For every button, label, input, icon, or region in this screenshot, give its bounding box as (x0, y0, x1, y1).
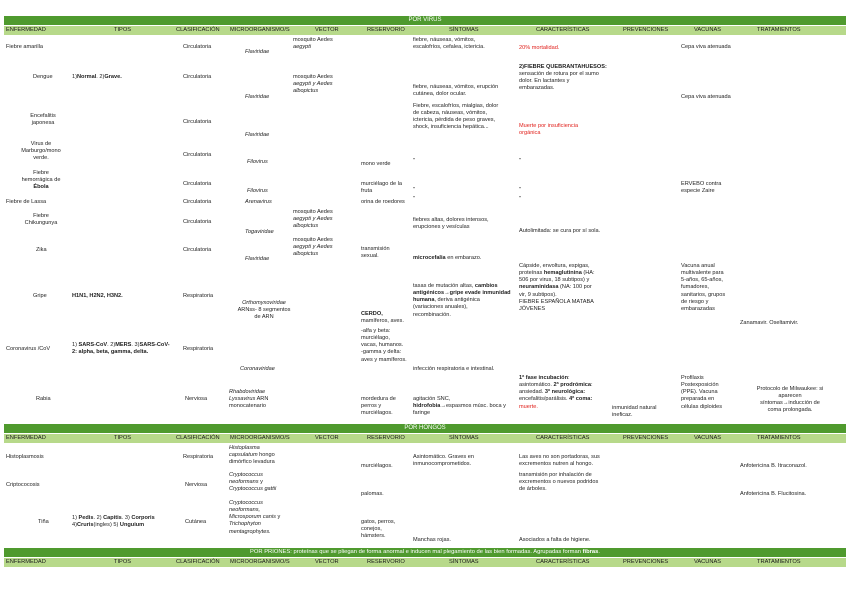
col-tratamientos: TRATAMIENTOS (757, 435, 801, 441)
microorganism: Rhabdoviridae Lyssavirus ARN monocatenario (229, 389, 269, 410)
symptoms: fiebre, náuseas, vómitos, escalofríos, cefalea, ictericia. (413, 37, 485, 51)
symptoms: microcefalia en embarazo. (413, 255, 482, 261)
reservoir: murciélagos. (361, 463, 393, 469)
col-microorganismos: MICROORGANISMO/S (230, 27, 290, 33)
col-enfermedad: ENFERMEDAD (6, 435, 46, 441)
disease-marburgo: Virus de Marburgo/mono verde. (21, 141, 61, 162)
col-sintomas: SÍNTOMAS (449, 27, 479, 33)
disease-histoplasmosis: Histoplasmosis (6, 454, 44, 460)
reservoir: mordedura de perros y murciélagos. (361, 396, 396, 417)
col-prevenciones: PREVENCIONES (623, 27, 669, 33)
section-virus-header: POR VIRUS (4, 16, 846, 25)
reservoir: mono verde (361, 161, 391, 167)
vaccine: ERVEBO contra especie Zaire (681, 181, 722, 195)
microorganism: Flaviridae (245, 49, 270, 55)
types: 1) Pedis. 2) Capitis. 3) Corporis 4)Cruris(ingles) 5) Unguium (72, 515, 155, 529)
column-header-row (4, 434, 846, 443)
types: H1N1, H2N2, H3N2. (72, 293, 123, 299)
classification: Cutánea (185, 519, 207, 525)
col-vector: VECTOR (315, 559, 339, 565)
col-vector: VECTOR (315, 27, 339, 33)
classification: Nerviosa (185, 396, 208, 402)
prevention: inmunidad natural ineficaz. (612, 405, 657, 419)
reservoir: orina de roedores (361, 199, 405, 205)
vector: mosquito Aedes aegypti y Aedes albopictus (293, 209, 333, 230)
col-tipos: TIPOS (114, 559, 132, 565)
symptoms: Manchas rojas. (413, 537, 451, 543)
microorganism: Togaviridae (245, 229, 274, 235)
characteristics: Las aves no son portadoras, sus excrementos nutren al hongo. (519, 454, 600, 468)
col-clasificacion: CLASIFICACIÓN (176, 435, 220, 441)
section-hongos-header: POR HONGOS (4, 424, 846, 433)
column-header-row (4, 558, 846, 567)
col-prevenciones: PREVENCIONES (623, 559, 669, 565)
disease-fiebre-amarilla: Fiebre amarilla (6, 44, 43, 50)
reservoir: transmisión sexual. (361, 246, 390, 260)
characteristics: " (519, 196, 521, 202)
reservoir: CERDO, mamíferos, aves. (361, 311, 404, 325)
col-tipos: TIPOS (114, 27, 132, 33)
microorganism: Flaviridae (245, 132, 270, 138)
disease-chikungunya: Fiebre Chikungunya (24, 213, 58, 227)
microorganism: Histoplasma capsulatum hongo dimórfico levadura (229, 445, 275, 466)
classification: Circulatoria (183, 74, 212, 80)
vector: mosquito Aedes aegypti y Aedes albopictus (293, 74, 333, 95)
col-microorganismos: MICROORGANISMO/S (230, 559, 290, 565)
col-caracteristicas: CARACTERÍSTICAS (536, 435, 590, 441)
treatment: Anfotericina B. Flucitosina. (740, 491, 807, 497)
col-tipos: TIPOS (114, 435, 132, 441)
classification: Respiratoria (183, 346, 214, 352)
disease-coronavirus: Coronavirus /CoV (6, 346, 51, 352)
types: 1)Normal. 2)Grave. (72, 74, 122, 80)
treatment: Anfotericina B. Itraconazol. (740, 463, 807, 469)
characteristics: 20% mortalidad. (519, 45, 560, 51)
disease-ebola: Fiebre hemorrágica de Ébola (21, 170, 61, 191)
classification: Circulatoria (183, 181, 212, 187)
symptoms: Fiebre, escalofríos, mialgias, dolor de cabeza, náuseas, vómitos, ictericia, pérdida de peso graves, shock, insuficiencia hepática... (413, 103, 499, 131)
vaccine: Cepa viva atenuada (681, 94, 731, 100)
col-caracteristicas: CARACTERÍSTICAS (536, 27, 590, 33)
vaccine: Profilaxis Postexposición (PPE). Vacuna preparada en células diploides (681, 375, 723, 410)
symptoms: " (413, 187, 415, 193)
microorganism: Cryptococcus neoformans, Microsporum canis y Trichophyton mentagrophytes. (229, 500, 281, 535)
col-sintomas: SÍNTOMAS (449, 435, 479, 441)
microorganism: Filovirus (247, 159, 268, 165)
microorganism: Filovirus (247, 188, 268, 194)
microorganism: Flaviridae (245, 256, 270, 262)
vector: mosquito Aedes aegypti (293, 37, 333, 51)
col-sintomas: SÍNTOMAS (449, 559, 479, 565)
microorganism: Cryptococcus neoformans y Cryptococcus gattii (229, 472, 277, 493)
symptoms: fiebres altas, dolores intensos, erupciones y vesículas (413, 217, 489, 231)
col-vacunas: VACUNAS (694, 27, 722, 33)
classification: Circulatoria (183, 199, 212, 205)
treatment: Protocolo de Milwaukee: si aparecen síntomas→inducción de coma prolongada. (756, 386, 824, 414)
symptoms: agitación SNC, hidrofobia→espasmos músc. boca y faringe (413, 396, 506, 417)
reservoir: murciélago de la fruta (361, 181, 403, 195)
characteristics: transmisión por inhalación de excrementos o nuevos podridos de árboles. (519, 472, 599, 493)
col-caracteristicas: CARACTERÍSTICAS (536, 559, 590, 565)
classification: Respiratoria (183, 454, 214, 460)
classification: Circulatoria (183, 219, 212, 225)
characteristics: 2)FIEBRE QUEBRANTAHUESOS: sensación de rotura por el sumo dolor. En lactantes y embarazadas. (519, 64, 607, 92)
classification: Circulatoria (183, 119, 212, 125)
col-enfermedad: ENFERMEDAD (6, 559, 46, 565)
symptoms: fiebre, náuseas, vómitos, erupción cutánea, dolor ocular. (413, 84, 499, 98)
disease-gripe: Gripe (33, 293, 47, 299)
vector: mosquito Aedes aegypti y Aedes albopictus (293, 237, 333, 258)
classification: Circulatoria (183, 44, 212, 50)
disease-dengue: Dengue (33, 74, 53, 80)
characteristics: Asociados a falta de higiene. (519, 537, 591, 543)
disease-fiebre-lassa: Fiebre de Lassa (6, 199, 47, 205)
characteristics: Muerte por insuficiencia orgánica (519, 123, 579, 137)
col-vacunas: VACUNAS (694, 559, 722, 565)
symptoms: " (413, 196, 415, 202)
disease-tina: Tiña (38, 519, 49, 525)
microorganism: Flaviridae (245, 94, 270, 100)
characteristics: " (519, 158, 521, 164)
classification: Circulatoria (183, 247, 212, 253)
reservoir: gatos, perros, conejos, hámsters. (361, 519, 396, 540)
microorganism: Coronaviridae (240, 366, 275, 372)
col-reservorio: RESERVORIO (367, 435, 405, 441)
microorganism: Orthomyxoviridae ARNss- 8 segmentos de ARN (237, 300, 291, 321)
col-reservorio: RESERVORIO (367, 559, 405, 565)
col-reservorio: RESERVORIO (367, 27, 405, 33)
col-clasificacion: CLASIFICACIÓN (176, 559, 220, 565)
symptoms: " (413, 158, 415, 164)
vaccine: Vacuna anual multivalente para 5-años, 65-años, fumadores, sanitarios, grupos de riesgo y embarazadas (681, 263, 726, 312)
microorganism: Arenavirus (245, 199, 272, 205)
disease-zika: Zika (36, 247, 47, 253)
col-tratamientos: TRATAMIENTOS (757, 27, 801, 33)
treatment: Zanamavir. Oseltamivir. (740, 320, 799, 326)
col-microorganismos: MICROORGANISMO/S (230, 435, 290, 441)
disease-rabia: Rabia (36, 396, 51, 402)
col-vector: VECTOR (315, 435, 339, 441)
characteristics: Autolimitada: se cura por sí sola. (519, 228, 601, 234)
symptoms: infección respiratoria e intestinal. (413, 366, 495, 372)
characteristics: Cápside, envoltura, espigas, proteínas hemaglutinina (HA: 506 por virus, 18 subtipos) y neuraminidasa (NA: 100 por vir, 9 subtipos). FIEBRE ESPAÑOLA MATABA JÓVENES (519, 263, 595, 312)
disease-encefalitis-japonesa: Encefalitis japonesa (30, 113, 56, 127)
reservoir: palomas. (361, 491, 384, 497)
reservoir: -alfa y beta: murciélago, vacas, humanos. -gamma y delta: aves y mamíferos. (361, 328, 407, 363)
col-vacunas: VACUNAS (694, 435, 722, 441)
col-enfermedad: ENFERMEDAD (6, 27, 46, 33)
vaccine: Cepa viva atenuada (681, 44, 731, 50)
section-priones-header: POR PRIONES: proteínas que se pliegan de forma anormal e inducen mal plegamiento de las bien formadas. Agrupadas forman fibras. (4, 548, 846, 557)
classification: Nerviosa (185, 482, 208, 488)
col-prevenciones: PREVENCIONES (623, 435, 669, 441)
disease-criptococosis: Criptococosis (6, 482, 40, 488)
col-tratamientos: TRATAMIENTOS (757, 559, 801, 565)
symptoms: Asintomático. Graves en inmunocomprometidos. (413, 454, 474, 468)
classification: Circulatoria (183, 152, 212, 158)
characteristics: " (519, 187, 521, 193)
symptoms: tasas de mutación altas, cambios antigénicos→gripe evade inmunidad humana, deriva antigénica (variaciones anuales), recombinación. (413, 283, 511, 318)
column-header-row (4, 26, 846, 35)
classification: Respiratoria (183, 293, 214, 299)
characteristics: 1ª fase incubación: asintomático. 2ª prodrómica: ansiedad. 3ª neurológica: encefalitis/parálisis. 4ª coma: muerte. (519, 375, 593, 410)
types: 1) SARS-CoV. 2)MERS. 3)SARS-CoV- 2: alpha, beta, gamma, delta. (72, 342, 170, 356)
col-clasificacion: CLASIFICACIÓN (176, 27, 220, 33)
